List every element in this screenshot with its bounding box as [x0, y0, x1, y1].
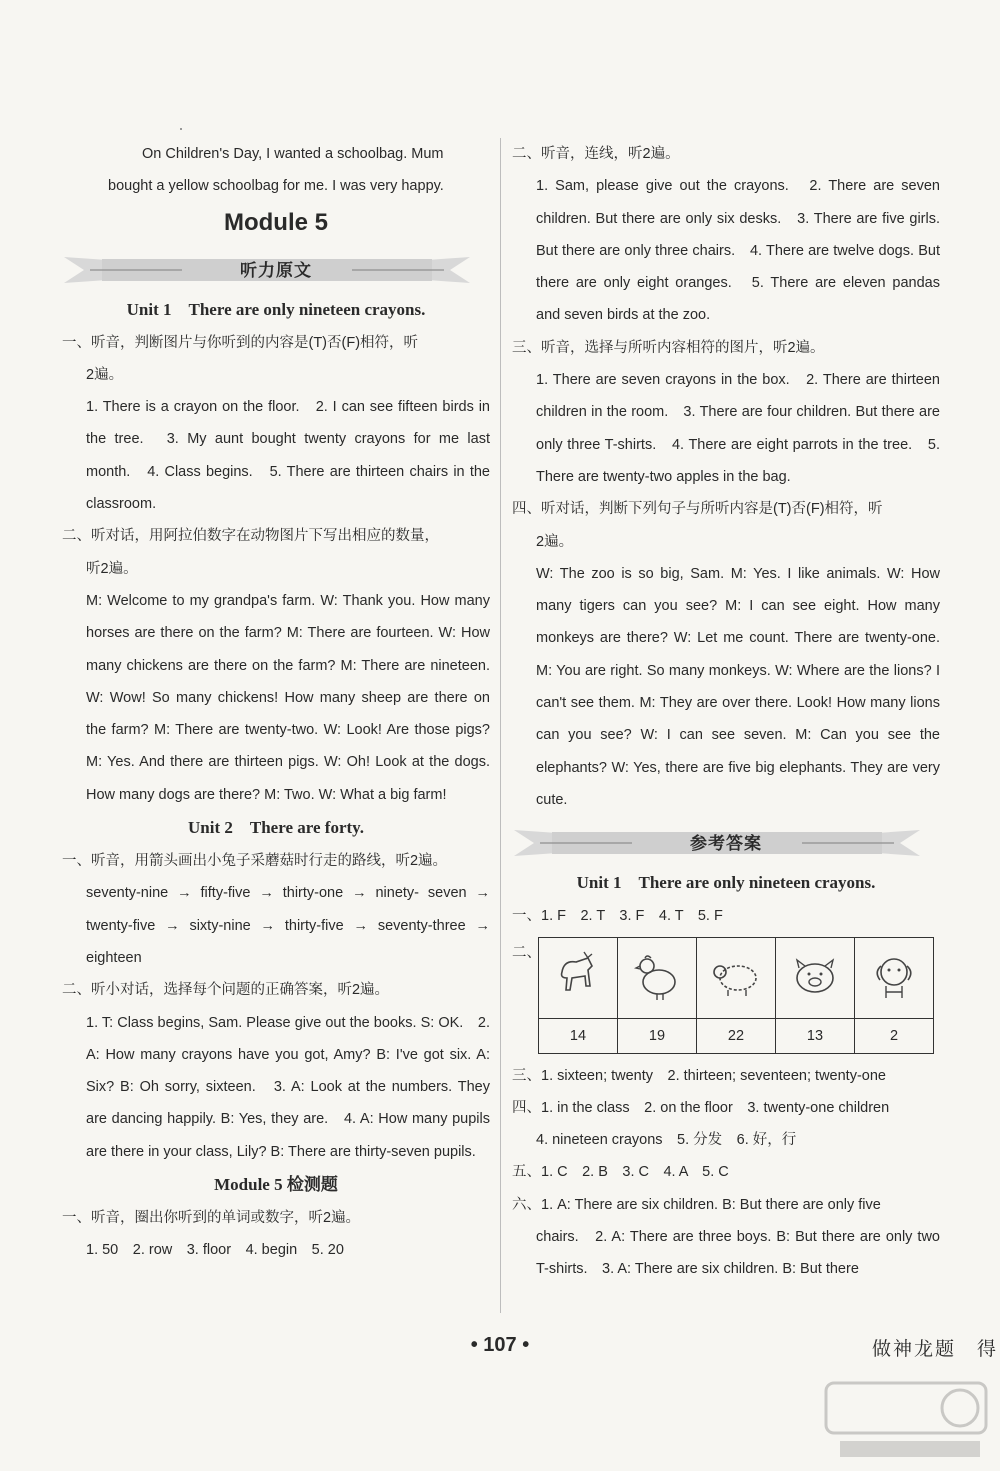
column-divider — [500, 138, 501, 1313]
answer-6-head: 六、1. A: There are six children. B: But there are only five — [512, 1196, 881, 1213]
test-title: Module 5 检测题 — [214, 1175, 338, 1195]
module-title: Module 5 — [223, 208, 328, 236]
animal-count: 2 — [855, 1018, 934, 1053]
intro-line-2: bought a yellow schoolbag for me. I was very happy. — [108, 178, 444, 195]
q3-text: 1. There are seven crayons in the box. 2. There are thirteen children in the room. 3. There are four children. But there are only three T-shirts. 4. There are eight parrots in the tree. 5. There are twenty-two apples in the bag. — [536, 372, 940, 485]
unit1-q1-text: 1. There is a crayon on the floor. 2. I can see fifteen birds in the tree. 3. My aunt bought twenty crayons for me last month. 4. Class begins. 5. There are thirteen chairs in the classroom. — [86, 399, 490, 513]
test-q1-text: 1. 50 2. row 3. floor 4. begin 5. 20 — [86, 1242, 344, 1259]
answer-3: 三、1. sixteen; twenty 2. thirteen; seventeen; twenty-one — [512, 1067, 886, 1084]
animal-cell — [855, 937, 934, 1018]
horse-icon — [548, 946, 608, 1006]
animal-cell — [618, 937, 697, 1018]
q4-text: W: The zoo is so big, Sam. M: Yes. I like animals. W: How many tigers can you see? M: I can see eight. How many monkeys are there? W: Let me count. There are twenty-one. M: You are right. So many monkeys. W: Where are the lions? I can't see them. M: They are over there. Look! How many lions can you see? W: I can see seven. M: Can you see the elephants? W: Yes, there are five big elephants. They are very cute. — [536, 565, 940, 808]
answer-2-label: 二、 — [512, 944, 541, 961]
q4-head2: 2遍。 — [536, 533, 574, 550]
unit2-q1-text: seventy-nine → fifty-five → thirty-one → ninety- seven → twenty-five → sixty-nine → thirty-five → seventy-three → eighteen — [86, 885, 490, 966]
unit2-title: Unit 2 There are forty. — [188, 818, 364, 838]
animal-cell — [539, 937, 618, 1018]
banner-label: 听力原文 — [240, 260, 312, 280]
chicken-icon — [627, 946, 687, 1006]
watermark-logo-icon — [820, 1375, 995, 1465]
answer-4-line1: 四、1. in the class 2. on the floor 3. twenty-one children — [512, 1099, 890, 1116]
unit2-q1-head: 一、听音，用箭头画出小兔子采蘑菇时行走的路线，听2遍。 — [62, 853, 448, 870]
answer-2 — [512, 937, 940, 1054]
answers-banner — [512, 822, 940, 862]
answer-1: 一、1. F 2. T 3. F 4. T 5. F — [512, 908, 723, 925]
unit1-q2-head2: 听2遍。 — [86, 560, 138, 577]
answers-unit1-title: Unit 1 There are only nineteen crayons. — [576, 873, 876, 893]
q2-head: 二、听音，连线，听2遍。 — [512, 146, 680, 162]
banner-label: 参考答案 — [690, 834, 762, 854]
unit1-q1-head: 一、听音，判断图片与你听到的内容是(T)否(F)相符，听 — [62, 334, 419, 351]
unit2-q2-head: 二、听小对话，选择每个问题的正确答案，听2遍。 — [62, 982, 390, 999]
intro-line-1: On Children's Day, I wanted a schoolbag. Mum — [142, 146, 444, 162]
animal-count: 14 — [539, 1018, 618, 1053]
answer-6-text: chairs. 2. A: There are three boys. B: But there are only two T-shirts. 3. A: There are six children. B: But there — [536, 1229, 940, 1278]
q2-text: 1. Sam, please give out the crayons. 2. There are seven children. But there are only six desks. 3. There are five girls. But there are only three chairs. 4. There are twelve dogs. But there are only eight oranges. 5. There are eleven pandas and seven birds at the zoo. — [536, 178, 940, 324]
answer-4-line2: 4. nineteen crayons 5. 分发 6. 好，行 — [536, 1132, 797, 1149]
q4-head: 四、听对话，判断下列句子与所听内容是(T)否(F)相符，听 — [512, 501, 883, 518]
q3-head: 三、听音，选择与所听内容相符的图片，听2遍。 — [512, 339, 825, 356]
sheep-icon — [706, 946, 766, 1006]
listening-banner — [62, 249, 490, 289]
unit2-q2-text: 1. T: Class begins, Sam. Please give out the books. S: OK. 2. A: How many crayons have you got, Amy? B: I've got six. A: Six? B: Oh sorry, sixteen. 3. A: Look at the numbers. They are dancing happily. B: Yes, they are. 4. A: How many pupils are there in your class, Lily? B: There are thirty-seven pupils. — [86, 1014, 490, 1160]
answer-5: 五、1. C 2. B 3. C 4. A 5. C — [512, 1164, 729, 1181]
page-number: • 107 • — [470, 1334, 530, 1356]
animal-count: 13 — [776, 1018, 855, 1053]
animal-count: 22 — [697, 1018, 776, 1053]
dog-icon — [864, 946, 924, 1006]
brand-text: 做神龙题 得 — [872, 1339, 999, 1360]
test-q1-head: 一、听音，圈出你听到的单词或数字，听2遍。 — [62, 1210, 361, 1227]
right-column — [512, 138, 940, 1286]
animal-cell — [776, 937, 855, 1018]
animal-cell — [697, 937, 776, 1018]
animal-count-table — [538, 937, 934, 1054]
unit1-q2-head: 二、听对话，用阿拉伯数字在动物图片下写出相应的数量， — [62, 528, 439, 545]
unit1-title: Unit 1 There are only nineteen crayons. — [126, 299, 426, 319]
animal-count: 19 — [618, 1018, 697, 1053]
left-column — [62, 138, 490, 1267]
unit1-q1-head2: 2遍。 — [86, 366, 124, 383]
scan-dot — [180, 128, 182, 130]
pig-icon — [785, 946, 845, 1006]
unit1-q2-text: M: Welcome to my grandpa's farm. W: Thank you. How many horses are there on the farm? M: There are fourteen. W: How many chickens are there on the farm? M: There are nineteen. W: Wow! So many chickens! How many sheep are there on the farm? M: There are twenty-two. W: Look! Are those pigs? M: Yes. And there are thirteen pigs. W: Oh! Look at the dogs. How many dogs are there? M: Two. W: What a big farm! — [86, 592, 490, 803]
